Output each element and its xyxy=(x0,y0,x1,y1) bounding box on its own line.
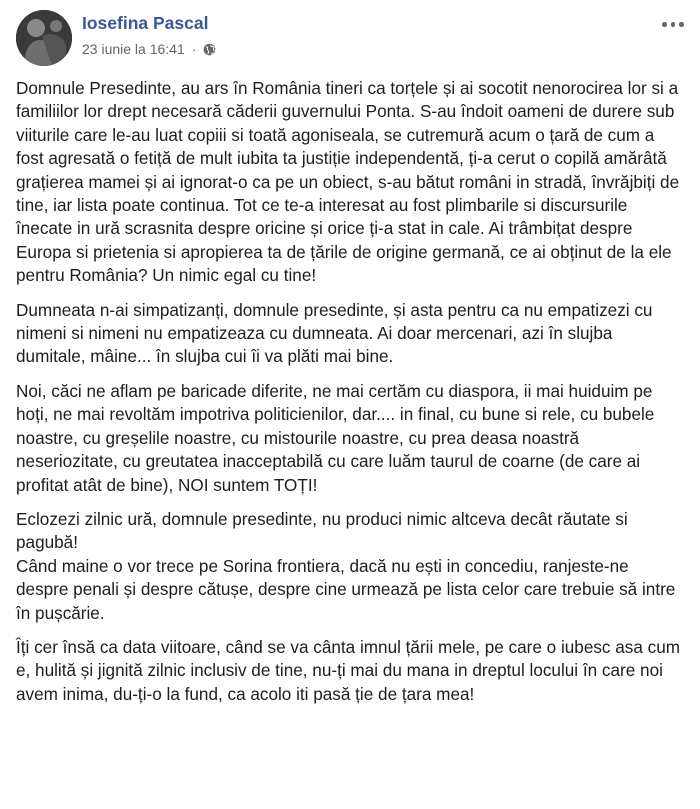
avatar-photo-icon xyxy=(16,10,72,66)
post-body xyxy=(16,77,684,717)
post-meta xyxy=(82,41,216,57)
more-options-icon[interactable] xyxy=(660,14,686,34)
author-name[interactable]: Iosefina Pascal xyxy=(82,13,209,33)
post-paragraph: Dumneata n-ai simpatizanți, domnule presedinte, și asta pentru ca nu empatizezi cu nimeni si nimeni nu empatizeaza cu dumneata. Ai doar mercenari, azi în slujba dumitale, mâine... în slujba cui îi va plăti mai bine. xyxy=(16,299,653,367)
post-timestamp[interactable]: 23 iunie la 16:41 xyxy=(82,41,185,57)
globe-icon[interactable] xyxy=(203,43,216,56)
meta-separator: · xyxy=(191,41,197,57)
post-paragraph: Eclozezi zilnic ură, domnule presedinte, nu produci nimic altceva decât răutate si pagubă! Când maine o vor trece pe Sorina frontiera, dacă nu ești in concediu, ranjeste-ne despre penali și despre cătușe, despre cine urmează pe lista celor care trebuie să intre în pușcărie. xyxy=(16,508,676,623)
post-header xyxy=(16,10,684,66)
post-paragraph: Îți cer însă ca data viitoare, când se va cânta imnul țării mele, pe care o iubesc asa cum e, hulită și jignită zilnic inclusiv de tine, nu-ți mai du mana in dreptul locului în care noi avem inima, du-ți-o la fund, ca acolo iti pasă ție de țara mea! xyxy=(16,636,681,704)
author-avatar[interactable] xyxy=(16,10,72,66)
post-paragraph: Domnule Presedinte, au ars în România tineri ca torțele și ai socotit nenorocirea lor si a familiilor lor drept necesară căderii guvernului Ponta. S-au îndoit oameni de durere sub viiturile care le-au luat copiii si toată agoniseala, se cutremură acum o țară de cum a fost agresată o fetiță de mult iubita ta justiție independentă, ți-a cerut o copilă amărâtă grațierea mamei și ai ignorat-o ca pe un obiect, s-au bătut români in stradă, învrăjbiți de tine, iar lista poate continua. Tot ce te-a interesat au fost plimbarile si discursurile înecate in ură scrasnita despre oricine și orice ți-a stat in cale. Ai trâmbițat despre Europa si prietenia si apropierea ta de țările de origine germană, ce ai obținut de la ele pentru România? Un nimic egal cu tine! xyxy=(16,78,680,286)
post-paragraph: Noi, căci ne aflam pe baricade diferite, ne mai certăm cu diaspora, ii mai huiduim pe hoți, ne mai revoltăm impotriva politicienilor, dar.... in final, cu bune si rele, cu bubele noastre, cu greșelile noastre, cu mistourile noastre, cu prea deasa noastră neseriozitate, cu greutatea inacceptabilă cu care luăm taurul de coarne (de care ai profitat atât de bine), NOI suntem TOȚI! xyxy=(16,380,655,495)
